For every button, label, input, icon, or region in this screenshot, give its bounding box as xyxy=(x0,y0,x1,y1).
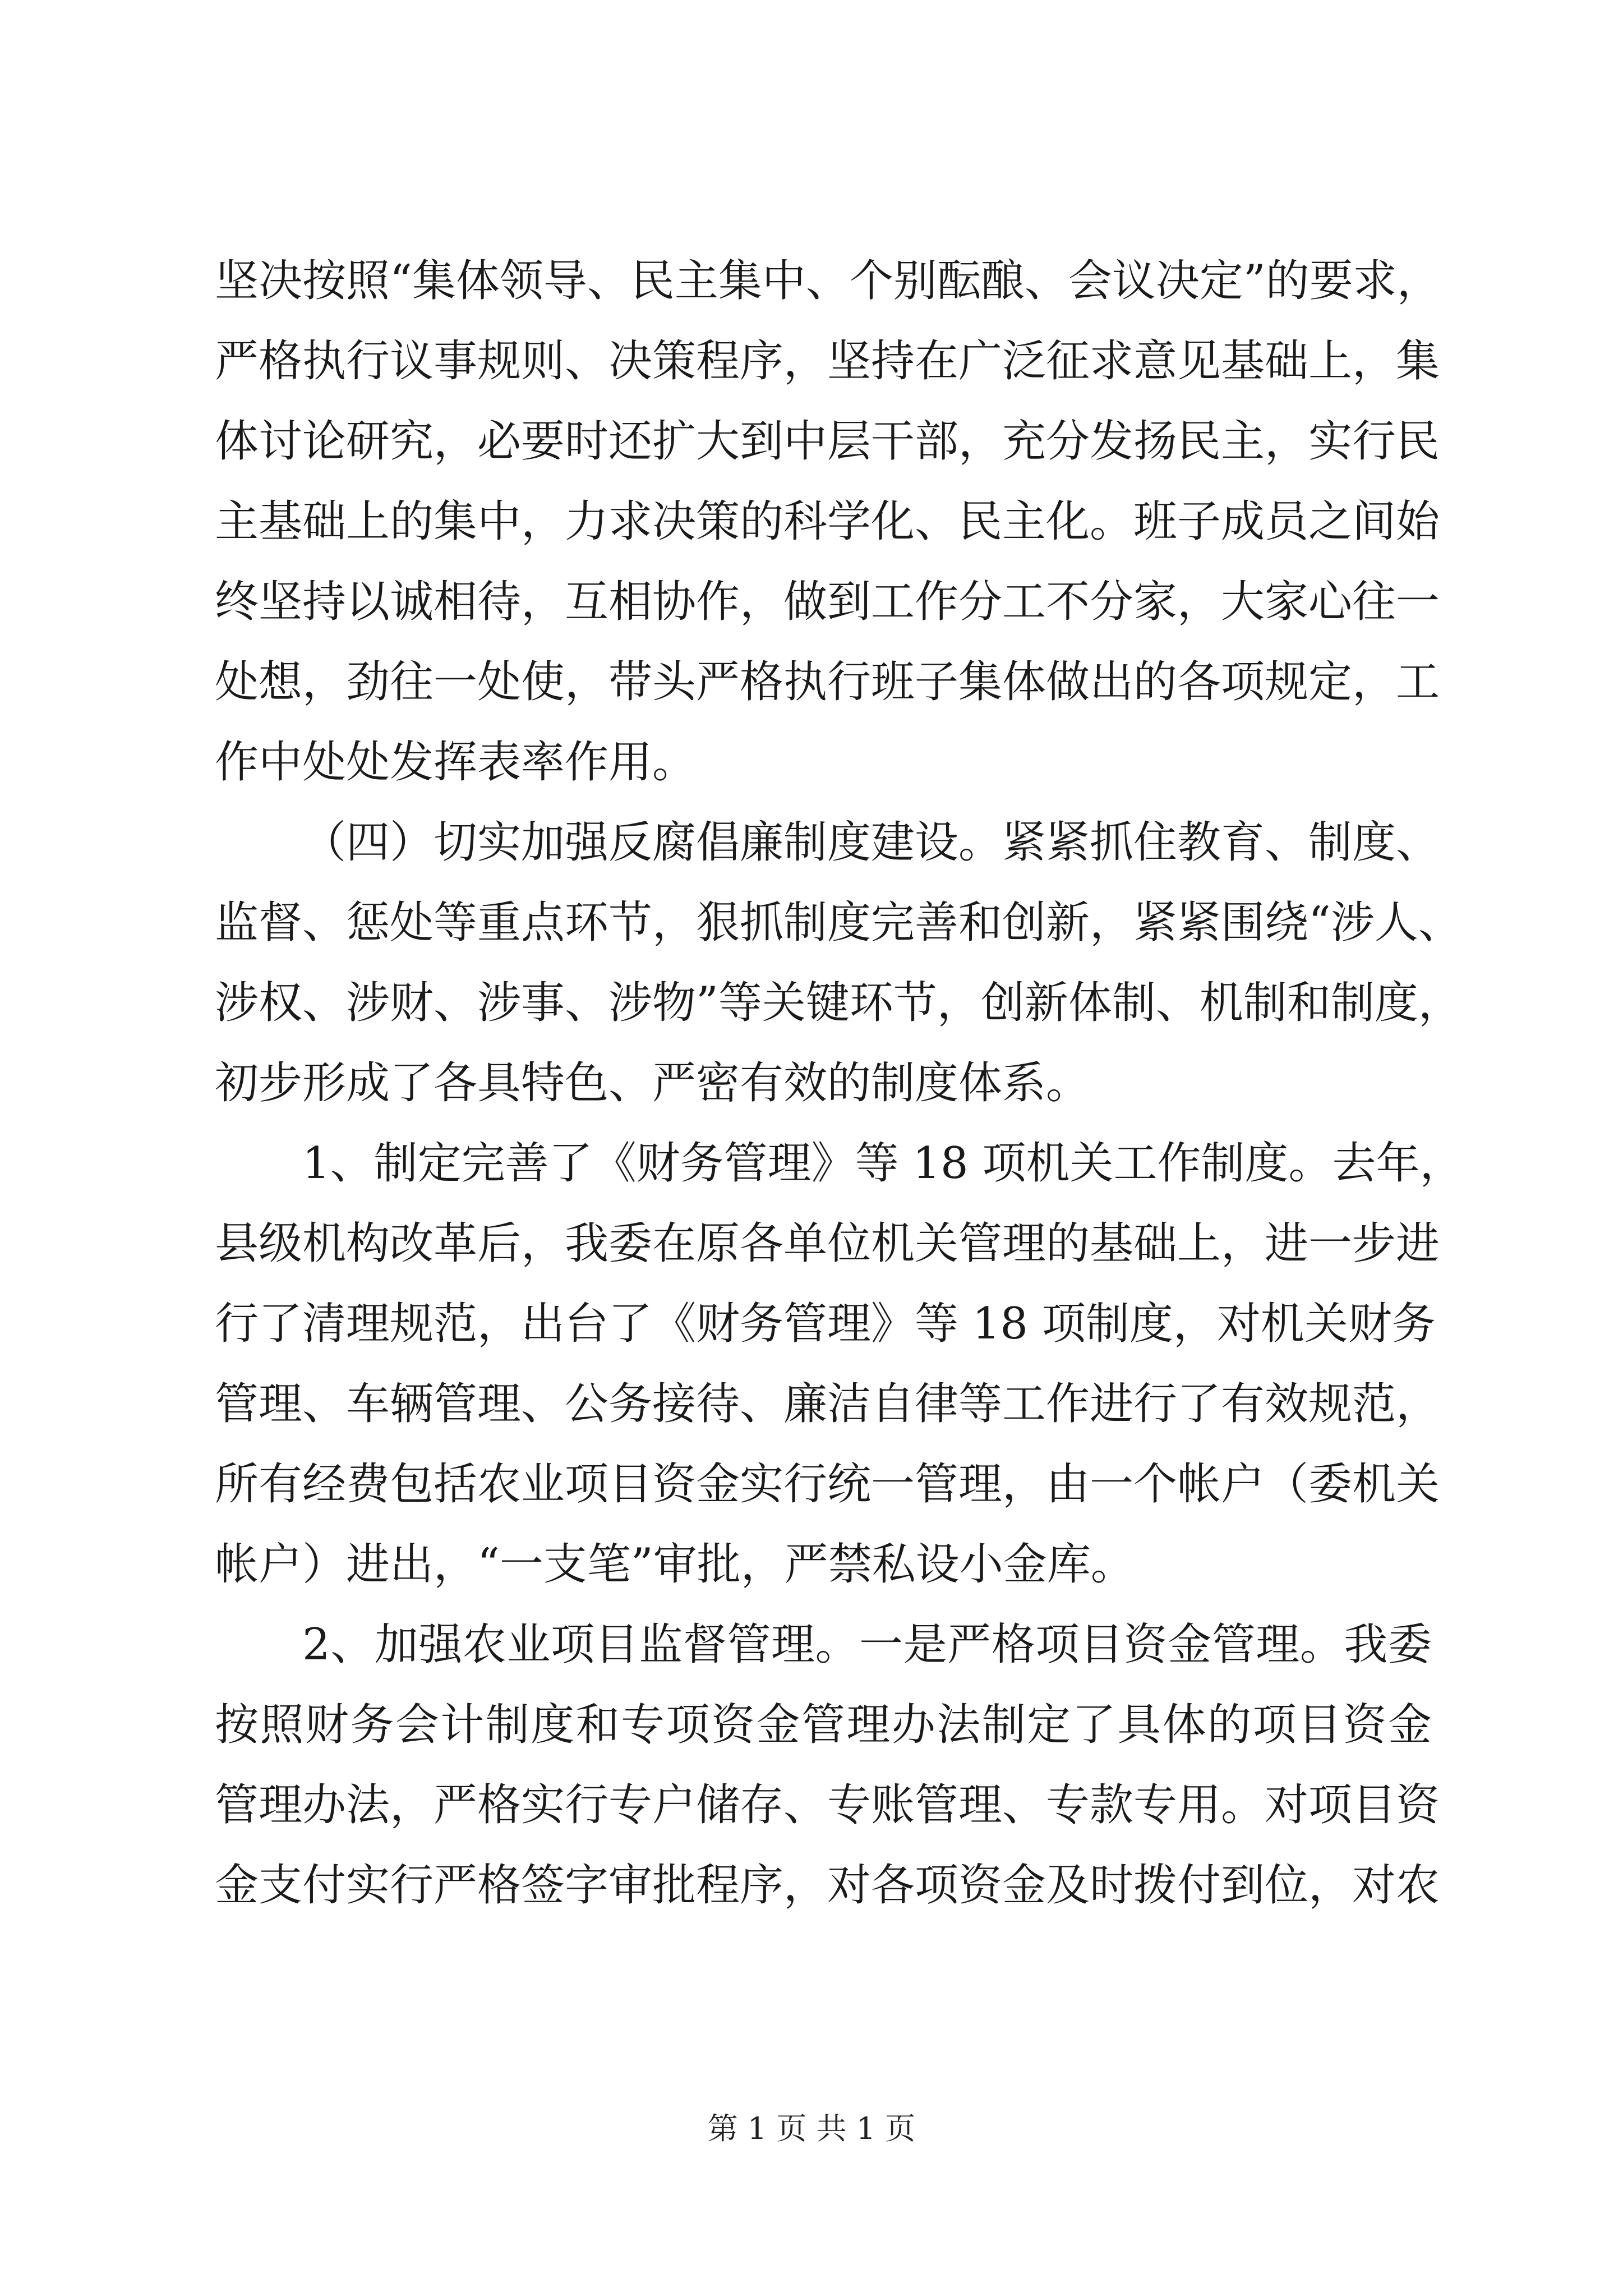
text-line: 初步形成了各具特色、严密有效的制度体系。 xyxy=(215,1058,1090,1108)
text-line: 体讨论研究，必要时还扩大到中层干部，充分发扬民主，实行民 xyxy=(215,416,1440,467)
text-line: 按照财务会计制度和专项资金管理办法制定了具体的项目资金 xyxy=(215,1700,1432,1750)
text-line: 所有经费包括农业项目资金实行统一管理，由一个帐户（委机关 xyxy=(215,1459,1440,1510)
paragraph-start-line: 2、加强农业项目监督管理。一是严格项目资金管理。我委 xyxy=(302,1619,1432,1670)
text-line: 管理、车辆管理、公务接待、廉洁自律等工作进行了有效规范， xyxy=(215,1379,1440,1429)
text-line: 终坚持以诚相待，互相协作，做到工作分工不分家，大家心往一 xyxy=(215,577,1440,627)
text-line: 金支付实行严格签字审批程序，对各项资金及时拨付到位，对农 xyxy=(215,1860,1440,1911)
text-line: 坚决按照“集体领导、民主集中、个别酝酿、会议决定”的要求， xyxy=(215,256,1441,306)
text-line: 监督、惩处等重点环节，狠抓制度完善和创新，紧紧围绕“涉人、 xyxy=(215,898,1462,948)
text-line: 管理办法，严格实行专户储存、专账管理、专款专用。对项目资 xyxy=(215,1780,1440,1830)
text-line: 严格执行议事规则、决策程序，坚持在广泛征求意见基础上，集 xyxy=(215,336,1440,386)
text-line: 主基础上的集中，力求决策的科学化、民主化。班子成员之间始 xyxy=(215,496,1440,547)
text-line: 帐户）进出，“一支笔”审批，严禁私设小金库。 xyxy=(215,1539,1135,1590)
text-line: 行了清理规范，出台了《财务管理》等 18 项制度，对机关财务 xyxy=(215,1299,1436,1349)
text-line: 处想，劲往一处使，带头严格执行班子集体做出的各项规定，工 xyxy=(215,657,1440,707)
section-heading-line: （四）切实加强反腐倡廉制度建设。紧紧抓住教育、制度、 xyxy=(302,817,1440,868)
paragraph-start-line: 1、制定完善了《财务管理》等 18 项机关工作制度。去年， xyxy=(302,1138,1464,1189)
text-line: 涉权、涉财、涉事、涉物”等关键环节，创新体制、机制和制度， xyxy=(215,978,1462,1028)
text-line: 县级机构改革后，我委在原各单位机关管理的基础上，进一步进 xyxy=(215,1218,1440,1269)
text-line: 作中处处发挥表率作用。 xyxy=(215,737,697,788)
body-text xyxy=(215,241,1464,1926)
page-footer: 第 1 页 共 1 页 xyxy=(707,2111,916,2146)
